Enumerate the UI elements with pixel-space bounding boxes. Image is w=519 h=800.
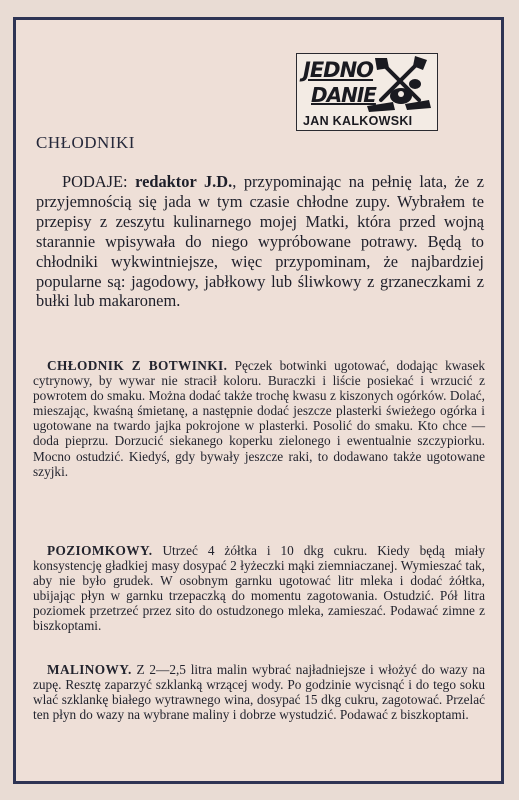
logo-word-danie: DANIE: [311, 83, 376, 107]
recipe-poziomkowy: [33, 543, 485, 634]
column-logo: [296, 53, 438, 131]
recipe-name: POZIOMKOWY.: [47, 543, 153, 558]
intro-lead: PODAJE:: [62, 172, 136, 191]
author-name: JAN KALKOWSKI: [303, 114, 413, 128]
logo-word-jedno: JEDNO: [303, 58, 374, 82]
recipe-text: Z 2—2,5 litra malin wybrać najładniejsze i włożyć do wazy na zupę. Resztę zaparzyć szklanką wrzącej wody. Po godzinie wycisnąć i do tego soku wlać szklankę białego wytrawnego wina, dosypać 15 dkg cukru, zagotować. Przelać ten płyn do wazy na wybrane maliny i dobrze wystudzić. Podawać z biszkoptami.: [33, 662, 485, 723]
intro-text: , przypominając na pełnię lata, że z przyjemnością się jada w tym czasie chłodne zupy. Wybrałem te przepisy z zeszytu kulinarnego mojej Matki, która przed wojną starannie wpisywała do niego wypróbowane potrawy. Będą to chłodniki wykwintniejsze, więc przypominam, że najbardziej popularne są: jagodowy, jabłkowy lub śliwkowy z grzaneczkami z bułki lub makaronem.: [36, 172, 484, 311]
recipe-botwinka: [33, 358, 485, 479]
intro-paragraph: [36, 172, 484, 311]
recipe-text: Pęczek botwinki ugotować, dodając kwasek cytrynowy, by wywar nie stracił koloru. Buraczki i liście posiekać i wrzucić z powrotem do smaku. Można dodać także trochę kwasu z kiszonych ogórków. Dolać, mieszając, kwaśną śmietanę, a następnie dodać jeszcze plasterki świeżego ogórka i ugotowane na twardo jajka pokrojone w plasterki. Posolić do smaku. Kto chce — doda pieprzu. Dorzucić siekanego koperku zielonego i ewentualnie szczypiorku. Mocno ostudzić. Kiedyś, gdy bywały jeszcze raki, to dodawano także ugotowane szyjki.: [33, 358, 485, 479]
recipe-malinowy: [33, 662, 485, 722]
intro-editor: redaktor J.D.: [135, 172, 233, 191]
recipe-text: Utrzeć 4 żółtka i 10 dkg cukru. Kiedy będą miały konsystencję gładkiej masy dosypać 2 łyżeczki mąki ziemniaczanej. Wymieszać tak, aby nie było grudek. W osobnym garnku ugotować litr mleka i dodać żółtka, ubijając płyn w garnku trzepaczką do momentu zagotowania. Ostudzić. Pół litra poziomek przetrzeć przez sito do ostudzonego mleka, zamieszać. Podawać zimne z biszkoptami.: [33, 543, 485, 634]
article-title: CHŁODNIKI: [36, 133, 135, 152]
recipe-name: CHŁODNIK Z BOTWINKI.: [47, 358, 228, 373]
recipe-name: MALINOWY.: [47, 662, 132, 677]
